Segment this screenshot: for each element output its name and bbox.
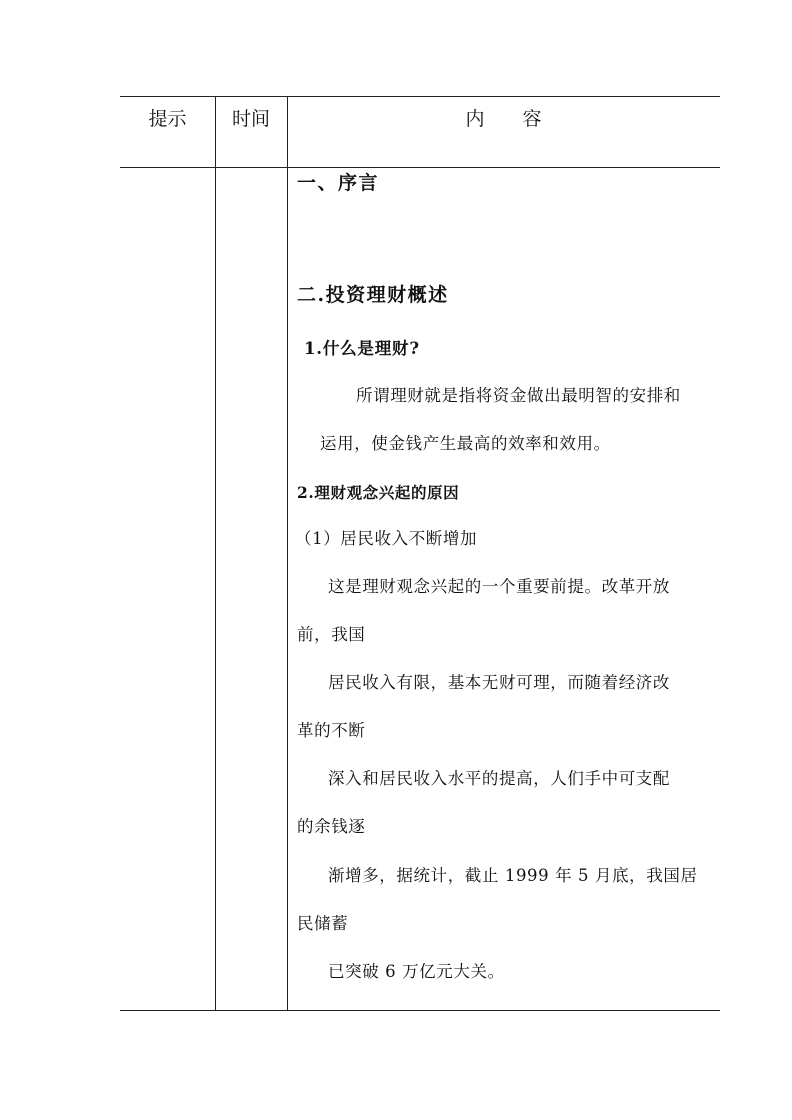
paragraph-line: 深入和居民收入水平的提高，人们手中可支配 [328,769,670,788]
paragraph-line: 渐增多，据统计，截止 1999 年 5 月底，我国居 [328,866,698,885]
list-item-heading: （1）居民收入不断增加 [295,529,478,548]
paragraph-line: 已突破 6 万亿元大关。 [328,962,505,981]
paragraph-line: 居民收入有限，基本无财可理，而随着经济改 [328,673,670,692]
table-top-rule [120,96,720,97]
subheading-what-is-finance: 1.什么是理财? [304,339,420,358]
paragraph-line: 民储蓄 [297,914,349,933]
header-content: 内 容 [465,108,542,130]
paragraph-line: 运用，使金钱产生最高的效率和效用。 [320,434,611,453]
column-divider-2 [287,96,288,1011]
section-heading-preface: 一、序言 [297,172,380,194]
section-heading-overview: 二.投资理财概述 [297,284,449,306]
header-hint: 提示 [148,108,187,130]
paragraph-line: 革的不断 [297,721,366,740]
table-bottom-rule [120,1010,720,1011]
header-bottom-rule [120,167,720,168]
paragraph-line: 这是理财观念兴起的一个重要前提。改革开放 [328,577,670,596]
column-divider-1 [215,96,216,1011]
paragraph-line: 所谓理财就是指将资金做出最明智的安排和 [356,386,681,405]
header-time: 时间 [231,108,270,130]
paragraph-line: 前，我国 [297,625,366,644]
subheading-reasons: 2.理财观念兴起的原因 [297,483,460,502]
paragraph-line: 的余钱逐 [297,817,366,836]
